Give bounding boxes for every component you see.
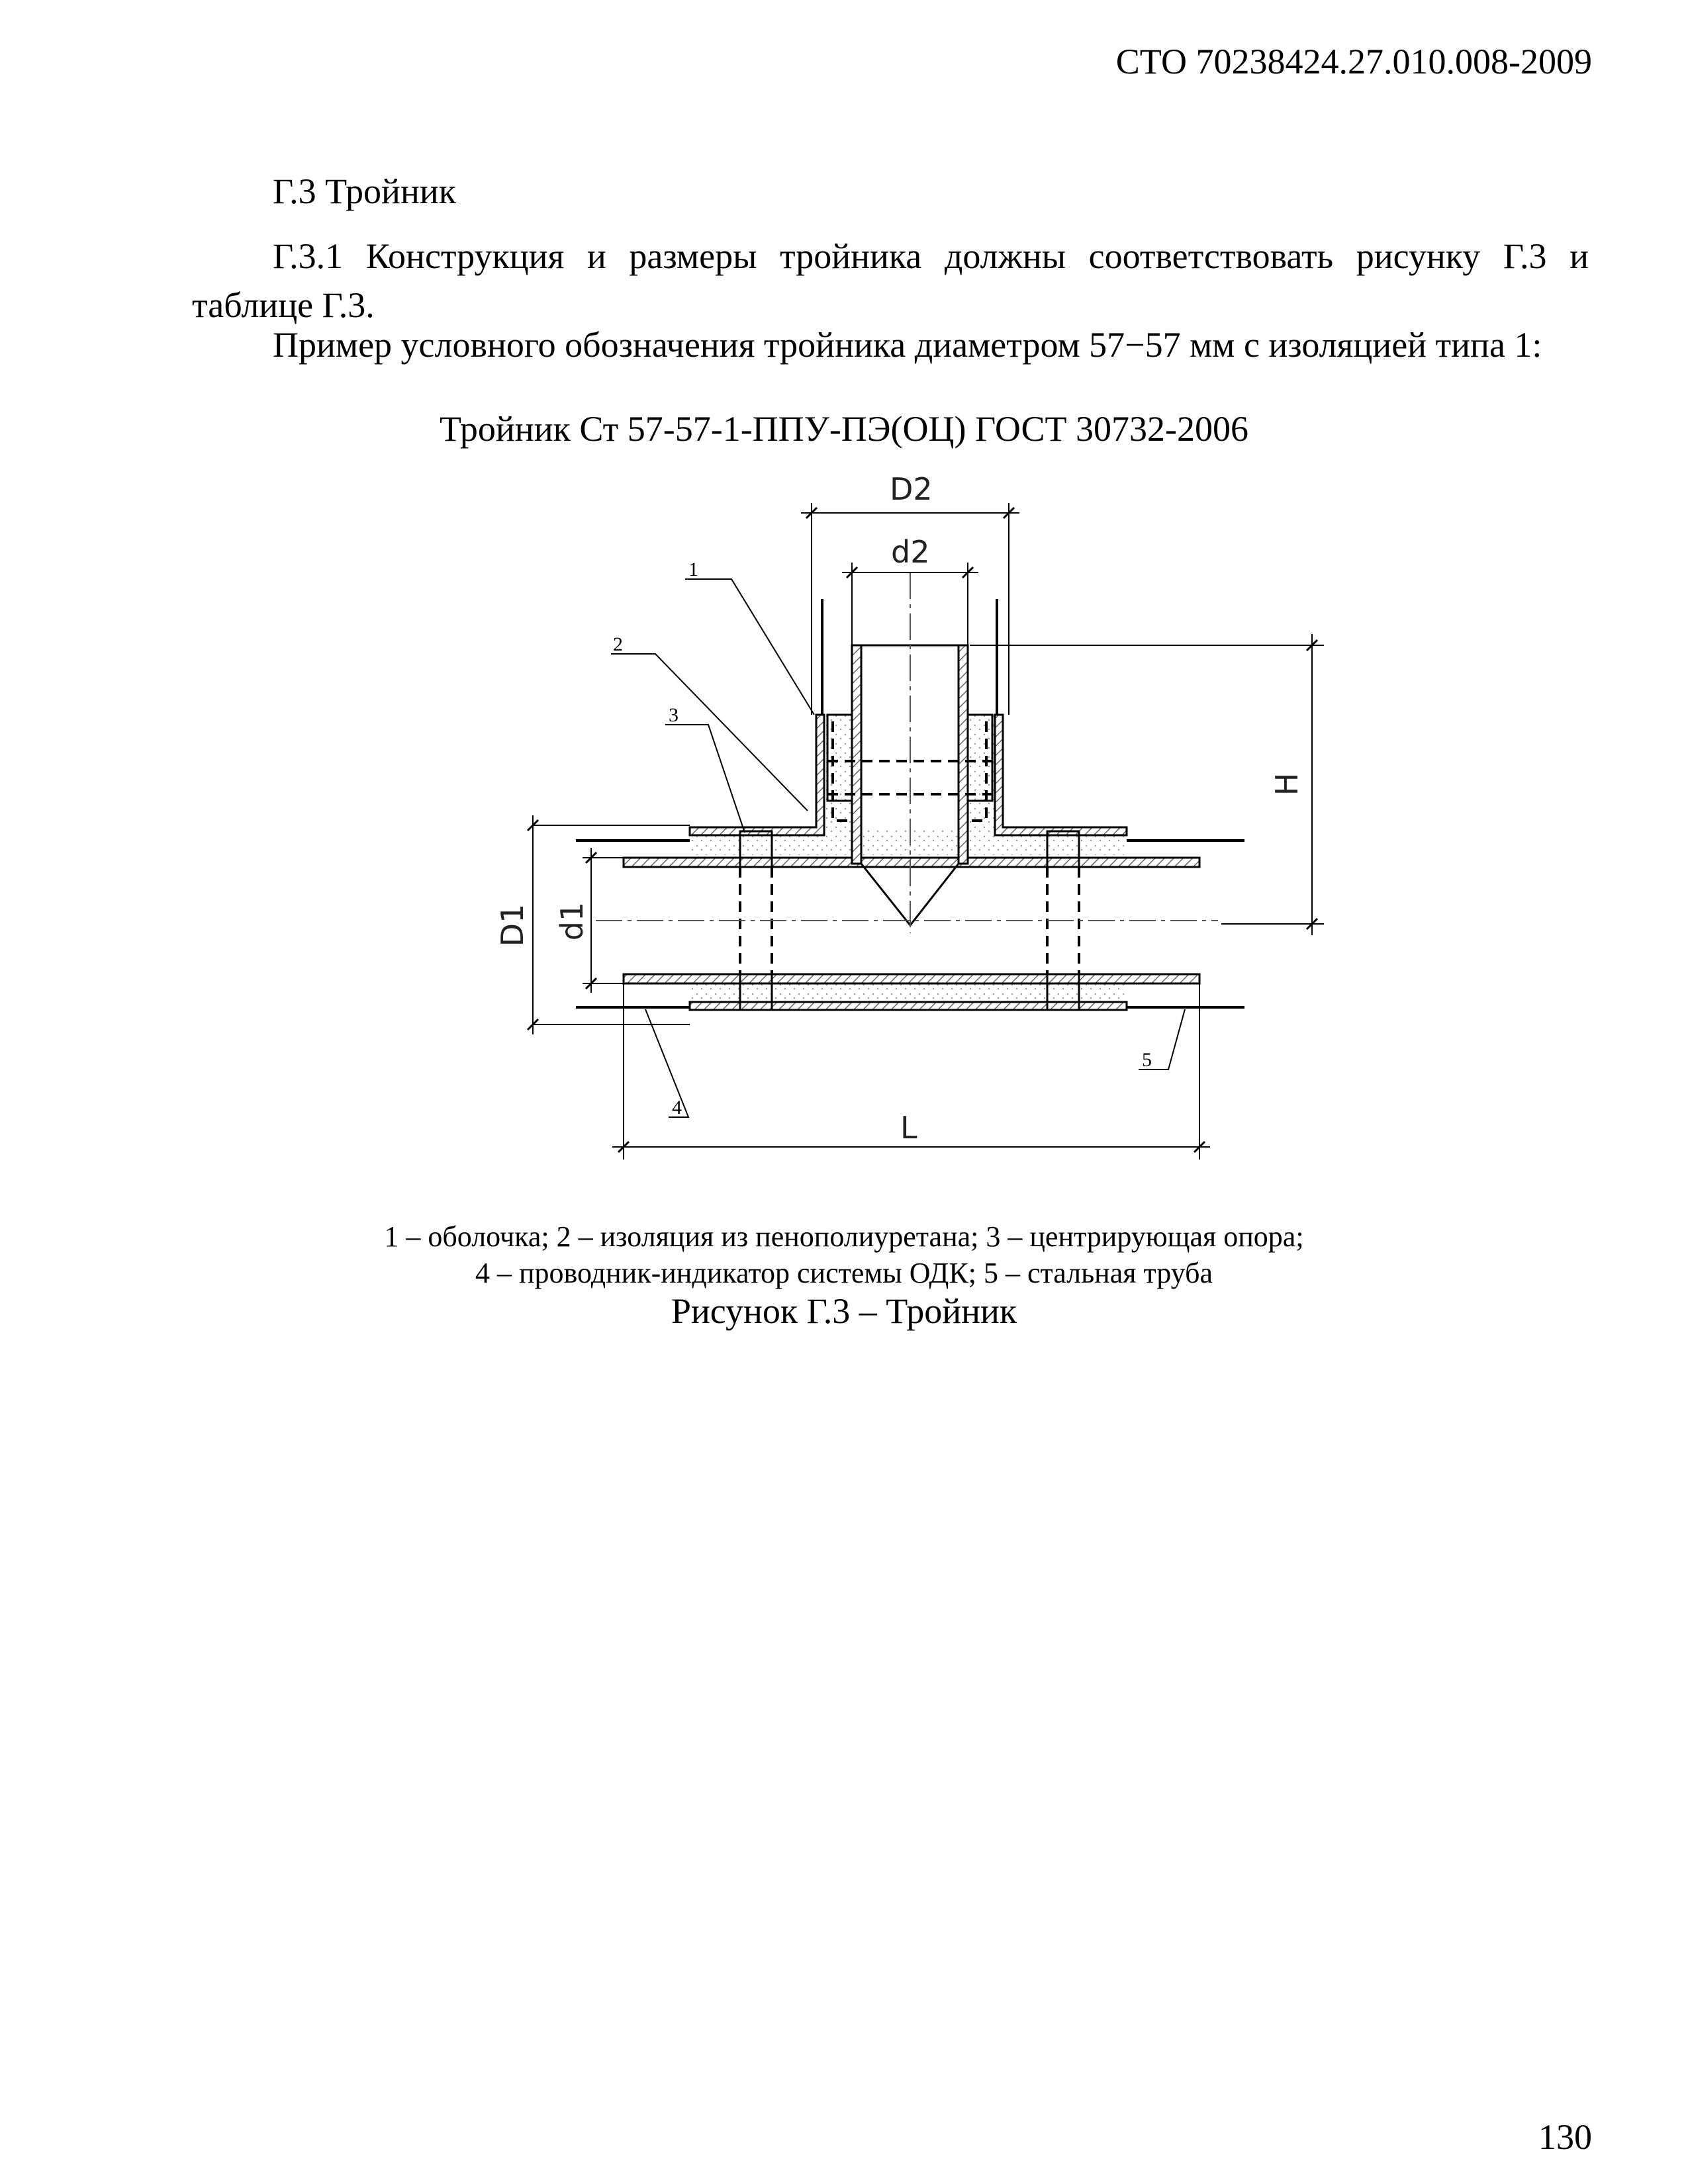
figure-caption: Рисунок Г.3 – Тройник [671,1291,1017,1331]
tee-designation: Тройник Ст 57-57-1-ППУ-ПЭ(ОЦ) ГОСТ 30732-2006 [439,409,1249,449]
paragraph-example: Пример условного обозначения тройника диаметром 57−57 мм с изоляцией типа 1: [273,325,1542,365]
dim-label-H: H [1269,772,1305,796]
dim-label-L: L [900,1110,917,1146]
callout-5: 5 [1142,1049,1152,1071]
steel-pipe [624,645,1199,983]
section-title: Г.3 Тройник [273,171,456,211]
dim-label-D2: D2 [890,471,933,507]
dim-label-d2: d2 [891,534,930,570]
paragraph-construction: Г.3.1 Конструкция и размеры тройника должны соответствовать рисунку Г.3 и таблице Г.3. [192,236,1589,325]
dim-label-D1: D1 [494,903,530,947]
document-code: СТО 70238424.27.010.008-2009 [1115,42,1592,81]
callout-4: 4 [672,1097,682,1118]
dim-label-d1: d1 [554,901,590,941]
center-lines [596,572,1218,933]
page-number: 130 [1538,2117,1592,2157]
figure-legend-line-1: 1 – оболочка; 2 – изоляция из пенополиуретана; 3 – центрирующая опора; [384,1220,1304,1253]
callout-3: 3 [669,704,679,726]
callout-2: 2 [613,633,623,655]
figure-legend-line-2: 4 – проводник-индикатор системы ОДК; 5 – стальная труба [475,1257,1213,1289]
callout-1: 1 [688,559,698,580]
